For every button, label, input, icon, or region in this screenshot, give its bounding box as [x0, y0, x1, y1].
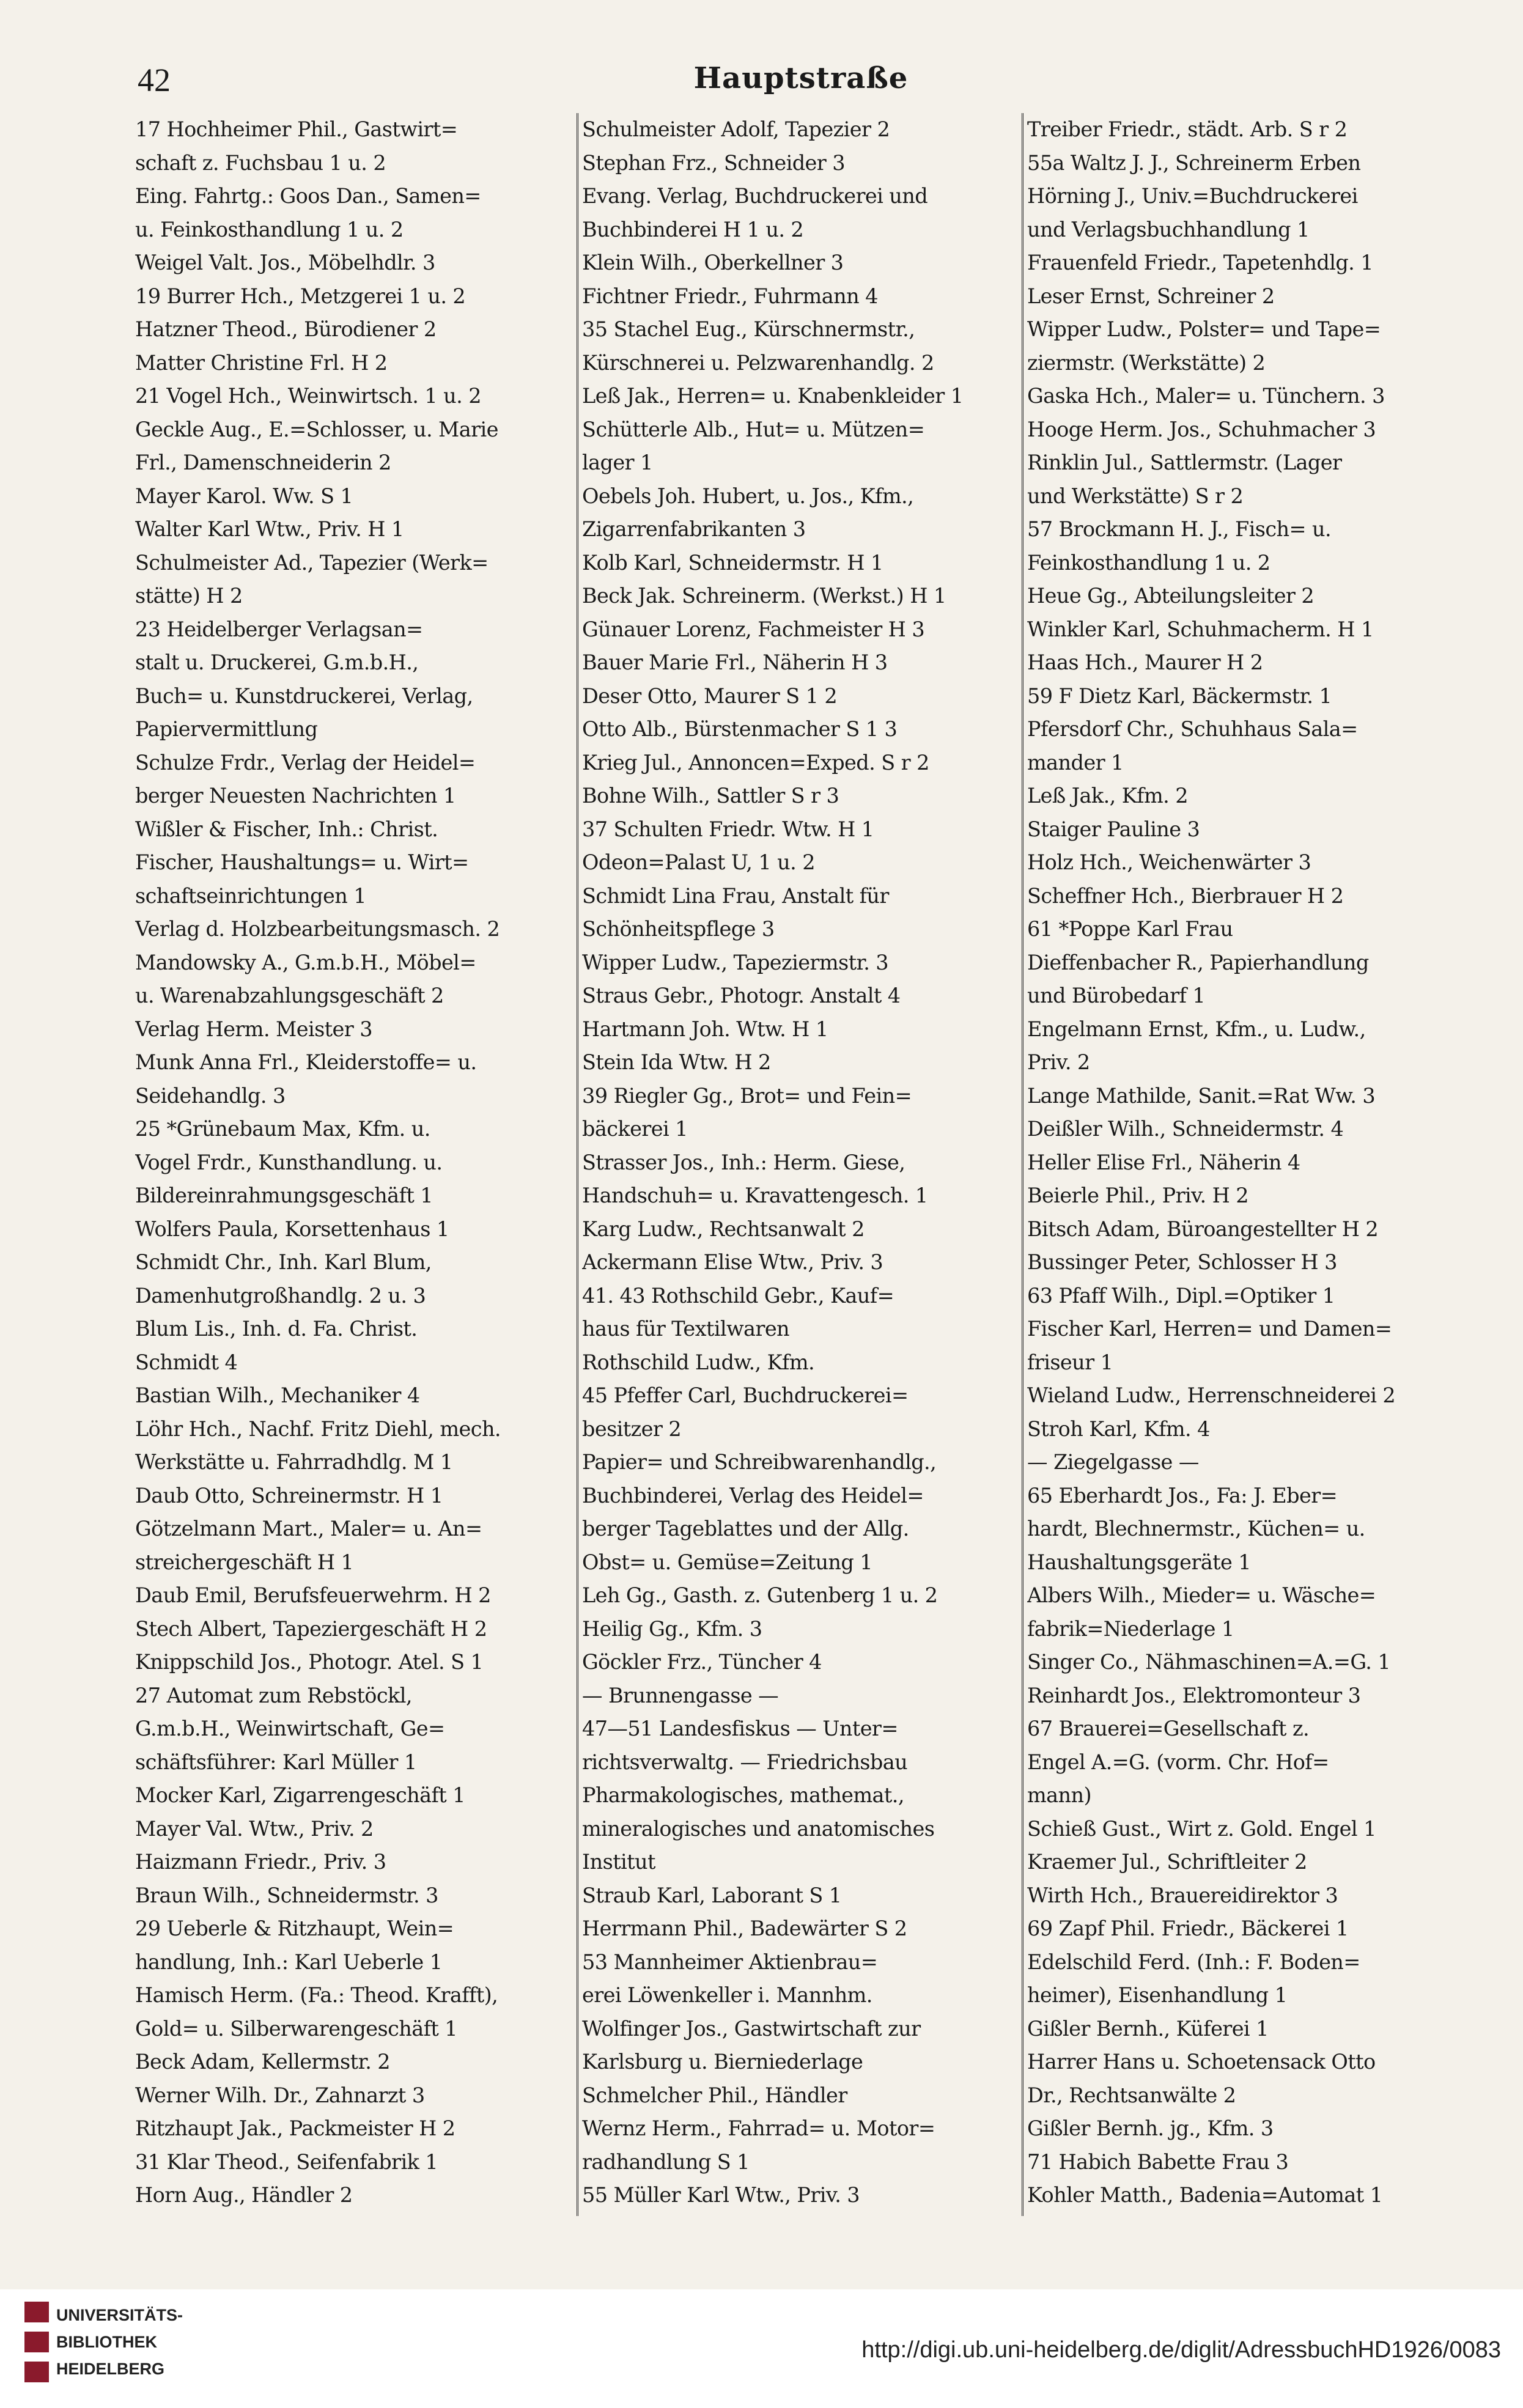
directory-entry-line: schaftseinrichtungen 1 [135, 883, 366, 908]
directory-entry-line: radhandlung S 1 [582, 2149, 750, 2174]
directory-entry-line: Kohler Matth., Badenia=Automat 1 [1027, 2183, 1383, 2207]
directory-entry-line: 19 Burrer Hch., Metzgerei 1 u. 2 [135, 284, 466, 308]
directory-entry-line: Löhr Hch., Nachf. Fritz Diehl, mech. [135, 1416, 501, 1441]
directory-entry-line: Horn Aug., Händler 2 [135, 2183, 353, 2207]
directory-entry-line: Wolfers Paula, Korsettenhaus 1 [135, 1217, 449, 1241]
directory-entry-line: Günauer Lorenz, Fachmeister H 3 [582, 617, 925, 641]
directory-entry-line: Geckle Aug., E.=Schlosser, u. Marie [135, 417, 498, 441]
directory-entry-line: Obst= u. Gemüse=Zeitung 1 [582, 1550, 873, 1574]
directory-entry-line: Gißler Bernh. jg., Kfm. 3 [1027, 2116, 1274, 2140]
directory-entry-line: Buchbinderei H 1 u. 2 [582, 217, 804, 241]
directory-entry-line: Deißler Wilh., Schneidermstr. 4 [1027, 1117, 1344, 1141]
directory-entry-line: mander 1 [1027, 750, 1124, 775]
directory-entry-line: 31 Klar Theod., Seifenfabrik 1 [135, 2149, 438, 2174]
library-footer [0, 2289, 1523, 2408]
directory-entry-line: Schmidt Lina Frau, Anstalt für [582, 883, 889, 908]
directory-entry-line: Bohne Wilh., Sattler S r 3 [582, 784, 839, 808]
directory-entry-line: Mandowsky A., G.m.b.H., Möbel= [135, 950, 476, 974]
directory-entry-line: 61 *Poppe Karl Frau [1027, 917, 1233, 941]
directory-entry-line: stätte) H 2 [135, 584, 243, 608]
directory-entry-line: Lange Mathilde, Sanit.=Rat Ww. 3 [1027, 1083, 1376, 1108]
directory-entry-line: Beierle Phil., Priv. H 2 [1027, 1184, 1248, 1207]
directory-entry-line: Werner Wilh. Dr., Zahnarzt 3 [135, 2083, 425, 2107]
directory-entry-line: Bildereinrahmungsgeschäft 1 [135, 1184, 433, 1207]
directory-entry-line: Wipper Ludw., Tapeziermstr. 3 [582, 950, 888, 974]
directory-entry-line: Albers Wilh., Mieder= u. Wäsche= [1027, 1583, 1376, 1607]
directory-entry-line: handlung, Inh.: Karl Ueberle 1 [135, 1950, 443, 1974]
directory-entry-line: mann) [1027, 1783, 1091, 1807]
directory-entry-line: Deser Otto, Maurer S 1 2 [582, 683, 838, 708]
directory-entry-line: 67 Brauerei=Gesellschaft z. [1027, 1717, 1310, 1740]
directory-entry-line: Pharmakologisches, mathemat., [582, 1783, 904, 1807]
directory-entry-line: Strasser Jos., Inh.: Herm. Giese, [582, 1150, 905, 1174]
directory-entry-line: Scheffner Hch., Bierbrauer H 2 [1027, 883, 1344, 908]
directory-entry-line: Holz Hch., Weichenwärter 3 [1027, 850, 1311, 874]
directory-entry-line: Winkler Karl, Schuhmacherm. H 1 [1027, 617, 1374, 641]
directory-entry-line: 41. 43 Rothschild Gebr., Kauf= [582, 1283, 894, 1308]
directory-entry-line: Haizmann Friedr., Priv. 3 [135, 1850, 386, 1874]
directory-entry-line: 47—51 Landesfiskus — Unter= [582, 1717, 898, 1740]
directory-entry-line: Schmelcher Phil., Händler [582, 2083, 847, 2107]
directory-entry-line: erei Löwenkeller i. Mannhm. [582, 1983, 872, 2007]
directory-entry-line: Schönheitspflege 3 [582, 917, 775, 941]
directory-entry-line: Wirth Hch., Brauereidirektor 3 [1027, 1883, 1338, 1907]
directory-entry-line: Buchbinderei, Verlag des Heidel= [582, 1483, 924, 1508]
directory-entry-line: Damenhutgroßhandlg. 2 u. 3 [135, 1283, 426, 1308]
library-name-line: HEIDELBERG [56, 2360, 165, 2378]
column-middle [577, 113, 1022, 2216]
directory-entry-line: Karlsburg u. Bierniederlage [582, 2050, 863, 2074]
directory-entry-line: Priv. 2 [1027, 1050, 1090, 1074]
source-url[interactable]: http://digi.ub.uni-heidelberg.de/diglit/AdressbuchHD1926/0083 [861, 2337, 1501, 2363]
directory-entry-line: 59 F Dietz Karl, Bäckermstr. 1 [1027, 683, 1332, 708]
directory-entry-line: Hatzner Theod., Bürodiener 2 [135, 317, 437, 341]
directory-entry-line: Daub Otto, Schreinermstr. H 1 [135, 1483, 443, 1508]
directory-entry-line: Handschuh= u. Kravattengesch. 1 [582, 1184, 928, 1207]
directory-entry-line: Braun Wilh., Schneidermstr. 3 [135, 1883, 438, 1907]
directory-entry-line [135, 2212, 573, 2217]
directory-entry-line: Klein Wilh., Oberkellner 3 [582, 251, 844, 274]
directory-entry-line: heimer), Eisenhandlung 1 [1027, 1983, 1288, 2007]
directory-entry-line: — Brunnengasse — [582, 1683, 779, 1707]
directory-entry-line: Bitsch Adam, Büroangestellter H 2 [1027, 1217, 1379, 1241]
directory-entry-line: Rinklin Jul., Sattlermstr. (Lager [1027, 451, 1342, 474]
directory-entry-line: Ackermann Elise Wtw., Priv. 3 [582, 1250, 883, 1274]
directory-entry-line: Rothschild Ludw., Kfm. [582, 1350, 815, 1374]
directory-entry-line: Edelschild Ferd. (Inh.: F. Boden= [1027, 1950, 1360, 1974]
directory-entry-line: Fichtner Friedr., Fuhrmann 4 [582, 284, 878, 308]
directory-entry-line: Schulmeister Ad., Tapezier (Werk= [135, 550, 489, 575]
directory-entry-line: und Verlagsbuchhandlung 1 [1027, 217, 1310, 241]
directory-entry-line: 23 Heidelberger Verlagsan= [135, 617, 423, 641]
directory-entry-line: Pfersdorf Chr., Schuhhaus Sala= [1027, 717, 1358, 741]
directory-entry-line [582, 2212, 1018, 2217]
library-name-line: BIBLIOTHEK [56, 2333, 157, 2351]
column-right [1022, 113, 1467, 2216]
directory-entry-line: Fischer Karl, Herren= und Damen= [1027, 1317, 1392, 1341]
directory-entry-line: hardt, Blechnermstr., Küchen= u. [1027, 1517, 1365, 1541]
directory-entry-line: Wolfinger Jos., Gastwirtschaft zur [582, 2016, 921, 2041]
directory-entry-line: mineralogisches und anatomisches [582, 1816, 935, 1841]
directory-entry-line: Stroh Karl, Kfm. 4 [1027, 1416, 1210, 1441]
directory-entry-line: Haushaltungsgeräte 1 [1027, 1550, 1251, 1574]
directory-entry-line: 53 Mannheimer Aktienbrau= [582, 1950, 878, 1974]
directory-entry-line: Straus Gebr., Photogr. Anstalt 4 [582, 984, 901, 1007]
directory-entry-line: Dieffenbacher R., Papierhandlung [1027, 950, 1369, 974]
directory-entry-line: Eing. Fahrtg.: Goos Dan., Samen= [135, 184, 481, 208]
directory-entry-line: Bastian Wilh., Mechaniker 4 [135, 1383, 420, 1407]
directory-entry-line: Otto Alb., Bürstenmacher S 1 3 [582, 717, 898, 741]
directory-entry-line: Papiervermittlung [135, 717, 318, 741]
directory-entry-line: Harrer Hans u. Schoetensack Otto [1027, 2050, 1376, 2074]
directory-entry-line: Wernz Herm., Fahrrad= u. Motor= [582, 2116, 935, 2140]
directory-entry-line: berger Neuesten Nachrichten 1 [135, 784, 456, 808]
directory-entry-line: Walter Karl Wtw., Priv. H 1 [135, 517, 404, 541]
directory-entry-line: Engelmann Ernst, Kfm., u. Ludw., [1027, 1017, 1366, 1041]
page-header [138, 61, 1464, 104]
directory-entry-line: 45 Pfeffer Carl, Buchdruckerei= [582, 1383, 909, 1407]
directory-entry-line: Matter Christine Frl. H 2 [135, 350, 388, 375]
directory-entry-line: 55a Waltz J. J., Schreinerm Erben [1027, 150, 1361, 175]
directory-entry-line: Frauenfeld Friedr., Tapetenhdlg. 1 [1027, 251, 1373, 274]
directory-entry-line: Hartmann Joh. Wtw. H 1 [582, 1017, 828, 1041]
directory-entry-line: Schieß Gust., Wirt z. Gold. Engel 1 [1027, 1816, 1376, 1841]
directory-entry-line: G.m.b.H., Weinwirtschaft, Ge= [135, 1717, 445, 1740]
directory-entry-line: Haas Hch., Maurer H 2 [1027, 650, 1263, 674]
library-name [56, 2302, 183, 2382]
directory-entry-line: richtsverwaltg. — Friedrichsbau [582, 1750, 908, 1774]
directory-entry-line: schaft z. Fuchsbau 1 u. 2 [135, 150, 386, 175]
directory-entry-line: bäckerei 1 [582, 1117, 688, 1141]
directory-entry-line: Beck Jak. Schreinerm. (Werkst.) H 1 [582, 584, 946, 608]
directory-entry-line: und Bürobedarf 1 [1027, 984, 1206, 1007]
directory-entry-line: Verlag Herm. Meister 3 [135, 1017, 372, 1041]
directory-entry-line: 71 Habich Babette Frau 3 [1027, 2149, 1289, 2174]
directory-entry-line: Herrmann Phil., Badewärter S 2 [582, 1916, 907, 1940]
directory-entry-line: Dr., Rechtsanwälte 2 [1027, 2083, 1236, 2107]
directory-entry-line: Buch= u. Kunstdruckerei, Verlag, [135, 683, 473, 708]
directory-entry-line: Heue Gg., Abteilungsleiter 2 [1027, 584, 1315, 608]
directory-entry-line: Schulmeister Adolf, Tapezier 2 [582, 117, 890, 141]
directory-entry-line: Leß Jak., Herren= u. Knabenkleider 1 [582, 384, 964, 408]
directory-entry-line: 39 Riegler Gg., Brot= und Fein= [582, 1083, 912, 1108]
directory-entry-line: Engel A.=G. (vorm. Chr. Hof= [1027, 1750, 1329, 1774]
directory-entry-line: Vogel Frdr., Kunsthandlung. u. [135, 1150, 443, 1174]
directory-entry-line: 37 Schulten Friedr. Wtw. H 1 [582, 817, 874, 841]
directory-entry-line: Daub Emil, Berufsfeuerwehrm. H 2 [135, 1583, 491, 1607]
directory-entry-line: friseur 1 [1027, 1350, 1113, 1374]
directory-entry-line: Kraemer Jul., Schriftleiter 2 [1027, 1850, 1307, 1874]
directory-entry-line: Heller Elise Frl., Näherin 4 [1027, 1150, 1300, 1174]
page-title: Hauptstraße [693, 61, 909, 95]
directory-entry-line: 69 Zapf Phil. Friedr., Bäckerei 1 [1027, 1916, 1349, 1940]
directory-entry-line: u. Feinkosthandlung 1 u. 2 [135, 217, 404, 241]
directory-entry-line: Wipper Ludw., Polster= und Tape= [1027, 317, 1381, 341]
directory-entry-line: Schmidt Chr., Inh. Karl Blum, [135, 1250, 432, 1274]
directory-entry-line: schäftsführer: Karl Müller 1 [135, 1750, 417, 1774]
directory-entry-line: Schmidt 4 [135, 1350, 238, 1374]
directory-entry-line: streichergeschäft H 1 [135, 1550, 354, 1574]
directory-entry-line: Hamisch Herm. (Fa.: Theod. Krafft), [135, 1983, 498, 2007]
directory-entry-line: Papier= und Schreibwarenhandlg., [582, 1450, 937, 1474]
directory-entry-line: Wieland Ludw., Herrenschneiderei 2 [1027, 1383, 1396, 1407]
directory-entry-line: 65 Eberhardt Jos., Fa: J. Eber= [1027, 1483, 1338, 1508]
directory-entry-line: Odeon=Palast U, 1 u. 2 [582, 850, 815, 874]
directory-entry-line: Stech Albert, Tapeziergeschäft H 2 [135, 1616, 487, 1641]
directory-entry-line: 57 Brockmann H. J., Fisch= u. [1027, 517, 1331, 541]
directory-entry-line: Stephan Frz., Schneider 3 [582, 150, 845, 175]
directory-entry-line: berger Tageblattes und der Allg. [582, 1517, 909, 1541]
directory-entry-line: Reinhardt Jos., Elektromonteur 3 [1027, 1683, 1361, 1707]
directory-entry-line: stalt u. Druckerei, G.m.b.H., [135, 650, 419, 674]
directory-entry-line: Straub Karl, Laborant S 1 [582, 1883, 842, 1907]
directory-entry-line: Göckler Frz., Tüncher 4 [582, 1650, 822, 1674]
directory-entry-line: Weigel Valt. Jos., Möbelhdlr. 3 [135, 251, 435, 274]
directory-entry-line: Knippschild Jos., Photogr. Atel. S 1 [135, 1650, 484, 1674]
directory-entry-line: Feinkosthandlung 1 u. 2 [1027, 550, 1270, 575]
directory-entry-line: Zigarrenfabrikanten 3 [582, 517, 806, 541]
directory-entry-line: besitzer 2 [582, 1416, 682, 1441]
directory-entry-line: Leß Jak., Kfm. 2 [1027, 784, 1188, 808]
directory-entry-line: Bauer Marie Frl., Näherin H 3 [582, 650, 888, 674]
column-left [131, 113, 577, 2216]
directory-entry-line: Bussinger Peter, Schlosser H 3 [1027, 1250, 1337, 1274]
directory-entry-line: Treiber Friedr., städt. Arb. S r 2 [1027, 117, 1348, 141]
directory-columns [131, 113, 1467, 2216]
directory-entry-line [1027, 2212, 1463, 2217]
directory-entry-line: Kürschnerei u. Pelzwarenhandlg. 2 [582, 350, 934, 375]
directory-entry-line: Mayer Val. Wtw., Priv. 2 [135, 1816, 374, 1841]
directory-entry-line: ziermstr. (Werkstätte) 2 [1027, 350, 1266, 375]
directory-entry-line: Frl., Damenschneiderin 2 [135, 451, 391, 474]
library-name-line: UNIVERSITÄTS- [56, 2306, 183, 2324]
directory-entry-line: Hooge Herm. Jos., Schuhmacher 3 [1027, 417, 1376, 441]
library-logo-icon [24, 2302, 49, 2382]
directory-entry-line: Mocker Karl, Zigarrengeschäft 1 [135, 1783, 465, 1807]
directory-entry-line: Gaska Hch., Maler= u. Tünchern. 3 [1027, 384, 1385, 408]
directory-entry-line: 55 Müller Karl Wtw., Priv. 3 [582, 2183, 860, 2207]
directory-entry-line: — Ziegelgasse — [1027, 1450, 1199, 1474]
directory-entry-line: 29 Ueberle & Ritzhaupt, Wein= [135, 1916, 454, 1940]
directory-entry-line: Werkstätte u. Fahrradhdlg. M 1 [135, 1450, 453, 1474]
directory-entry-line: Gold= u. Silberwarengeschäft 1 [135, 2016, 457, 2041]
directory-entry-line: und Werkstätte) S r 2 [1027, 484, 1244, 508]
directory-entry-line: Institut [582, 1850, 655, 1874]
directory-entry-line: 63 Pfaff Wilh., Dipl.=Optiker 1 [1027, 1283, 1335, 1308]
directory-entry-line: 25 *Grünebaum Max, Kfm. u. [135, 1117, 430, 1141]
directory-entry-line: Kolb Karl, Schneidermstr. H 1 [582, 550, 883, 575]
directory-entry-line: 27 Automat zum Rebstöckl, [135, 1683, 412, 1707]
directory-entry-line: Wißler & Fischer, Inh.: Christ. [135, 817, 438, 841]
directory-entry-line: Leser Ernst, Schreiner 2 [1027, 284, 1275, 308]
directory-entry-line: 35 Stachel Eug., Kürschnermstr., [582, 317, 915, 341]
directory-entry-line: Karg Ludw., Rechtsanwalt 2 [582, 1217, 865, 1241]
directory-entry-line: haus für Textilwaren [582, 1317, 790, 1341]
directory-entry-line: Beck Adam, Kellermstr. 2 [135, 2050, 391, 2074]
directory-entry-line: Fischer, Haushaltungs= u. Wirt= [135, 850, 469, 874]
page-number: 42 [138, 62, 171, 98]
directory-entry-line: Singer Co., Nähmaschinen=A.=G. 1 [1027, 1650, 1391, 1674]
directory-entry-line: lager 1 [582, 451, 653, 474]
directory-entry-line: Seidehandlg. 3 [135, 1083, 286, 1108]
directory-entry-line: 21 Vogel Hch., Weinwirtsch. 1 u. 2 [135, 384, 481, 408]
directory-entry-line: Evang. Verlag, Buchdruckerei und [582, 184, 928, 208]
directory-entry-line: Schütterle Alb., Hut= u. Mützen= [582, 417, 925, 441]
directory-entry-line: Krieg Jul., Annoncen=Exped. S r 2 [582, 750, 929, 775]
directory-entry-line: Ritzhaupt Jak., Packmeister H 2 [135, 2116, 455, 2140]
directory-entry-line: Hörning J., Univ.=Buchdruckerei [1027, 184, 1358, 208]
directory-entry-line: Oebels Joh. Hubert, u. Jos., Kfm., [582, 484, 914, 508]
directory-entry-line: Schulze Frdr., Verlag der Heidel= [135, 750, 476, 775]
directory-entry-line: Verlag d. Holzbearbeitungsmasch. 2 [135, 917, 500, 941]
directory-entry-line: Götzelmann Mart., Maler= u. An= [135, 1517, 482, 1541]
directory-entry-line: Blum Lis., Inh. d. Fa. Christ. [135, 1317, 418, 1341]
directory-entry-line: Munk Anna Frl., Kleiderstoffe= u. [135, 1050, 477, 1074]
directory-entry-line: 17 Hochheimer Phil., Gastwirt= [135, 117, 458, 141]
directory-entry-line: Staiger Pauline 3 [1027, 817, 1200, 841]
directory-entry-line: Gißler Bernh., Küferei 1 [1027, 2016, 1269, 2041]
directory-entry-line: Mayer Karol. Ww. S 1 [135, 484, 353, 508]
directory-entry-line: u. Warenabzahlungsgeschäft 2 [135, 984, 444, 1007]
directory-entry-line: Leh Gg., Gasth. z. Gutenberg 1 u. 2 [582, 1583, 938, 1607]
directory-entry-line: Stein Ida Wtw. H 2 [582, 1050, 771, 1074]
directory-entry-line: Heilig Gg., Kfm. 3 [582, 1616, 762, 1641]
directory-entry-line: fabrik=Niederlage 1 [1027, 1616, 1234, 1641]
